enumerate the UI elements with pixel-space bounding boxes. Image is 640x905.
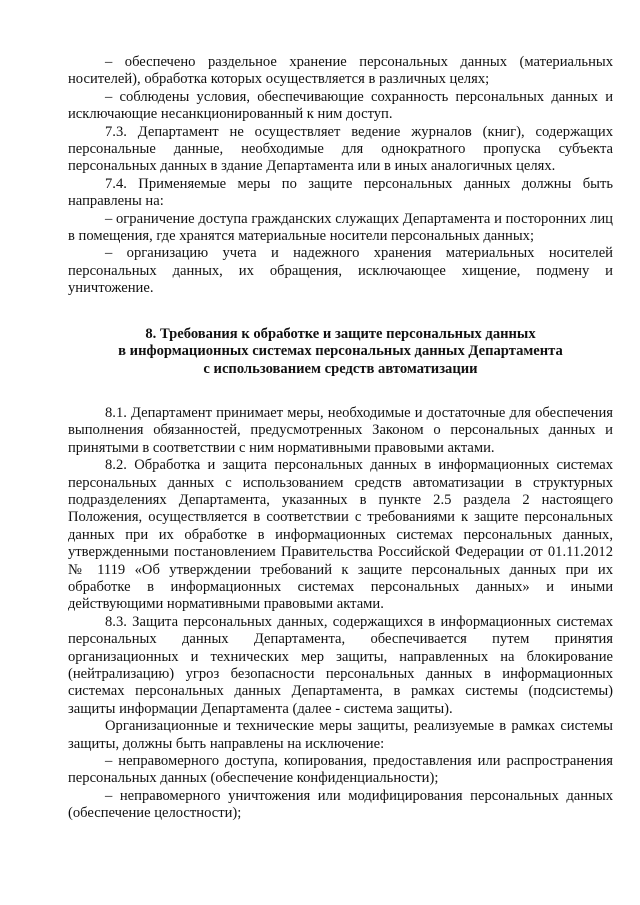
paragraph: – неправомерного уничтожения или модифицирования персональных данных (обеспечение целостности); bbox=[68, 787, 613, 822]
paragraph: Организационные и технические меры защиты, реализуемые в рамках системы защиты, должны быть направлены на исключение: bbox=[68, 718, 613, 752]
document-page bbox=[68, 54, 613, 823]
paragraph: – неправомерного доступа, копирования, предоставления или распространения персональных данных (обеспечение конфиденциальности); bbox=[68, 753, 613, 787]
section-heading-line: 8. Требования к обработке и защите персональных данных bbox=[145, 325, 536, 342]
paragraph: – ограничение доступа гражданских служащих Департамента и посторонних лиц в помещения, где хранятся материальные носители персональных данных; bbox=[68, 210, 613, 245]
paragraph-8-1: 8.1. Департамент принимает меры, необходимые и достаточные для обеспечения выполнения обязанностей, предусмотренных Законом о персональных данных и принятыми в соответствии с ним нормативными правовыми актами. bbox=[68, 404, 613, 456]
section-heading-line: с использованием средств автоматизации bbox=[203, 360, 478, 377]
paragraph-7-3: 7.3. Департамент не осуществляет ведение журналов (книг), содержащих персональные данные, необходимые для однократного пропуска субъекта персональных данных в здание Департамента или в иных аналогичных целях. bbox=[68, 123, 613, 175]
section-heading bbox=[68, 326, 613, 378]
paragraph-7-4: 7.4. Применяемые меры по защите персональных данных должны быть направлены на: bbox=[68, 175, 613, 210]
paragraph: – обеспечено раздельное хранение персональных данных (материальных носителей), обработка которых осуществляется в различных целях; bbox=[68, 54, 613, 88]
paragraph: – соблюдены условия, обеспечивающие сохранность персональных данных и исключающие несанкционированный к ним доступ. bbox=[68, 88, 613, 123]
section-heading-line: в информационных системах персональных данных Департамента bbox=[118, 343, 563, 360]
paragraph-8-2: 8.2. Обработка и защита персональных данных в информационных системах персональных данных с использованием средств автоматизации в структурных подразделениях Департамента, указанных в пункте 2.5 раздела 2 настоящего Положения, осуществляется в соответствии с требованиями к защите персональных данных при их обработке в информационных системах персональных данных, утвержденными постановлением Правительства Российской Федерации от 01.11.2012 № 1119 «Об утверждении требований к защите персональных данных при их обработке в информационных системах персональных данных» и иными действующими нормативными правовыми актами. bbox=[68, 457, 613, 613]
paragraph: – организацию учета и надежного хранения материальных носителей персональных данных, их обращения, исключающее хищение, подмену и уничтожение. bbox=[68, 245, 613, 297]
paragraph-8-3: 8.3. Защита персональных данных, содержащихся в информационных системах персональных данных Департамента, обеспечивается путем принятия организационных и технических мер защиты, направленных на блокирование (нейтрализацию) угроз безопасности персональных данных в информационных системах персональных данных Департамента, в рамках системы (подсистемы) защиты информации Департамента (далее - система защиты). bbox=[68, 613, 613, 717]
